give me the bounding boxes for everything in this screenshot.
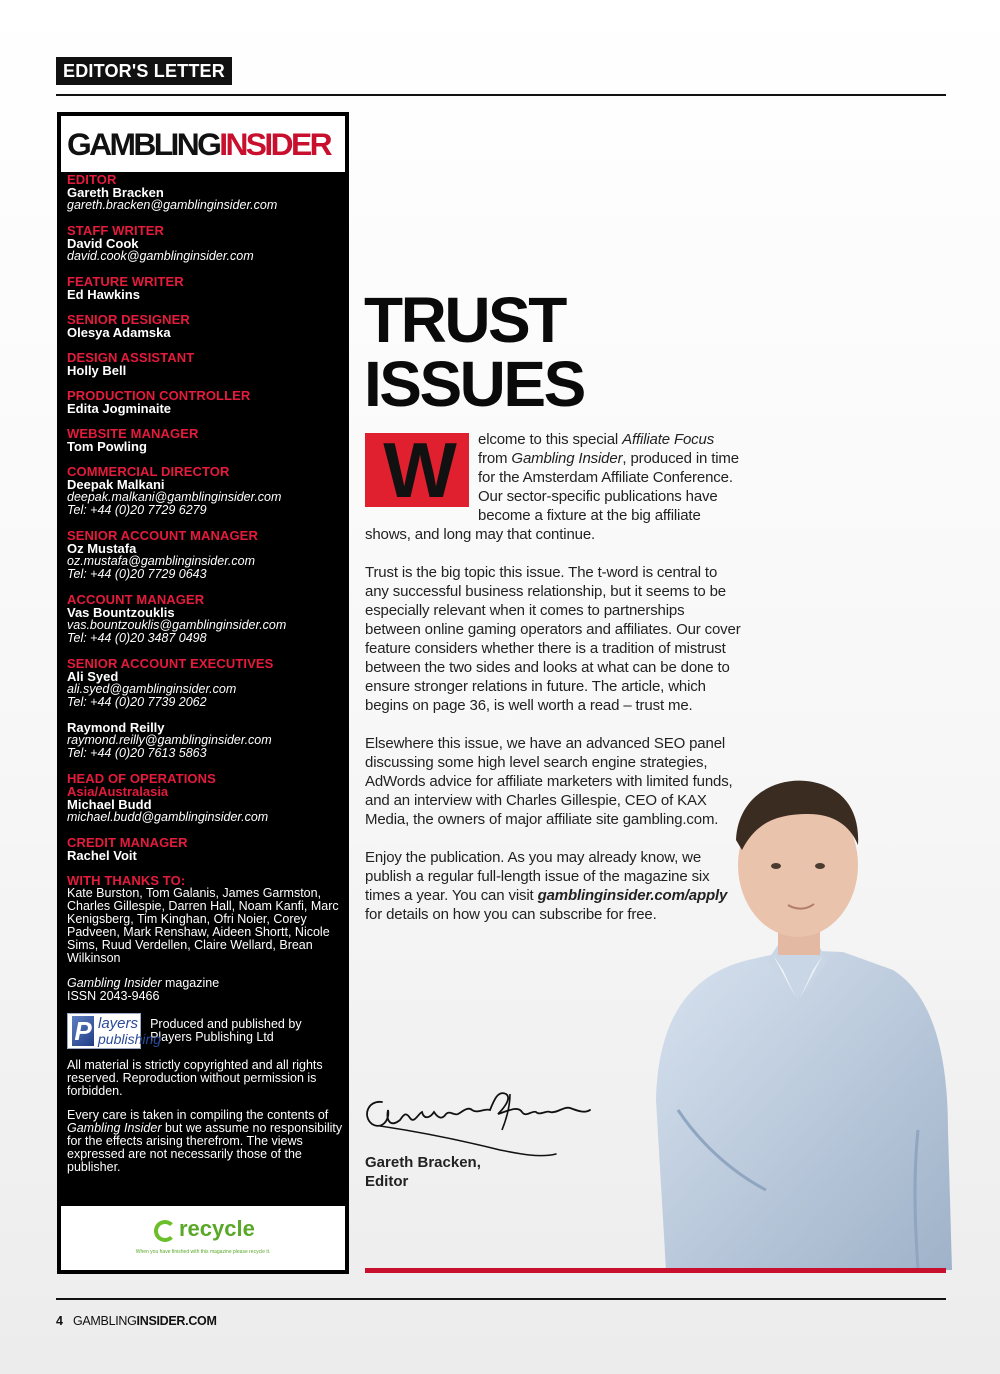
staff-role: FEATURE WRITER <box>67 274 184 289</box>
staff-phone: Tel: +44 (0)20 3487 0498 <box>67 631 207 645</box>
staff-entry <box>67 721 345 760</box>
article-end-rule <box>365 1268 946 1273</box>
staff-email[interactable]: oz.mustafa@gamblinginsider.com <box>67 554 256 568</box>
paragraph-2: Trust is the big topic this issue. The t-word is central to any successful business relationship, but it seems to be especially relevant when it comes to partnerships between online gaming operators and affiliates. Our cover feature considers whether there is a tradition of mistrust between the two sides and looks at what can be done to ensure stronger relations in future. The article, which begins on page 36, is well worth a read – trust me. <box>365 564 741 714</box>
staff-entry <box>67 465 345 517</box>
staff-email[interactable]: raymond.reilly@gamblinginsider.com <box>67 733 272 747</box>
staff-name: Rachel Voit <box>67 848 137 863</box>
drop-cap: W <box>365 433 469 507</box>
staff-role: DESIGN ASSISTANT <box>67 350 195 365</box>
staff-role: CREDIT MANAGER <box>67 835 188 850</box>
headline: TRUST ISSUES <box>364 284 584 420</box>
staff-entry <box>67 224 345 263</box>
page-number: 4 <box>56 1314 63 1328</box>
staff-email[interactable]: michael.budd@gamblinginsider.com <box>67 810 269 824</box>
staff-email[interactable]: ali.syed@gamblinginsider.com <box>67 682 237 696</box>
staff-subrole: Asia/Australasia <box>67 784 169 799</box>
subscribe-link[interactable]: gamblinginsider.com/apply <box>537 887 728 904</box>
staff-role: SENIOR DESIGNER <box>67 312 190 327</box>
staff-role: PRODUCTION CONTROLLER <box>67 388 251 403</box>
masthead-column <box>57 112 349 1274</box>
publisher-text: Produced and published by Players Publishing Ltd <box>150 1017 302 1044</box>
staff-name: Ed Hawkins <box>67 287 140 302</box>
staff-email[interactable]: deepak.malkani@gamblinginsider.com <box>67 490 282 504</box>
disclaimer: Every care is taken in compiling the contents of Gambling Insider but we assume no responsibility for the effects arising therefrom. The views expressed are not necessarily those of the publisher. <box>67 1108 343 1174</box>
recycle-icon <box>154 1220 176 1242</box>
staff-entry <box>67 313 345 339</box>
staff-role: SENIOR ACCOUNT MANAGER <box>67 528 258 543</box>
staff-role: STAFF WRITER <box>67 223 164 238</box>
magazine-logo: GAMBLINGINSIDER <box>61 116 345 172</box>
staff-name: David Cook <box>67 236 139 251</box>
top-rule <box>56 94 946 96</box>
staff-name: Edita Jogminaite <box>67 401 172 416</box>
staff-entry <box>67 427 345 453</box>
staff-entry <box>67 529 345 581</box>
staff-email[interactable]: vas.bountzouklis@gamblinginsider.com <box>67 618 287 632</box>
staff-name: Vas Bountzouklis <box>67 605 175 620</box>
magazine-name: Gambling Insider <box>67 976 162 990</box>
magazine-suffix: magazine <box>161 976 220 990</box>
staff-name: Raymond Reilly <box>67 720 165 735</box>
staff-phone: Tel: +44 (0)20 7729 0643 <box>67 567 207 581</box>
staff-role: WEBSITE MANAGER <box>67 426 199 441</box>
players-publishing-logo: P layers publishing <box>67 1013 141 1049</box>
paragraph-4: Enjoy the publication. As you may already know, we publish a regular full-length issue of the magazine six times a year. You can visit gamblinginsider.com/apply for details on how you can subscribe for free. <box>365 849 728 923</box>
staff-role: HEAD OF OPERATIONS <box>67 771 216 786</box>
staff-entry <box>67 173 345 212</box>
staff-name: Tom Powling <box>67 439 147 454</box>
staff-phone: Tel: +44 (0)20 7739 2062 <box>67 695 207 709</box>
staff-entry <box>67 389 345 415</box>
editor-portrait <box>638 770 958 1270</box>
paragraph-1: W elcome to this special Affiliate Focus from Gambling Insider, produced in time for the Amsterdam Affiliate Conference. Our sector-specific publications have become a fixture at the big affiliate shows, and long may that continue. <box>365 426 739 543</box>
bottom-rule <box>56 1298 946 1300</box>
staff-phone: Tel: +44 (0)20 7613 5863 <box>67 746 207 760</box>
staff-entry <box>67 351 345 377</box>
editor-signature <box>360 1080 595 1160</box>
issn: ISSN 2043-9466 <box>67 989 160 1003</box>
staff-name: Oz Mustafa <box>67 541 137 556</box>
thanks-block <box>67 874 345 965</box>
staff-role: ACCOUNT MANAGER <box>67 592 205 607</box>
staff-list <box>67 173 345 1185</box>
staff-email[interactable]: gareth.bracken@gamblinginsider.com <box>67 198 278 212</box>
staff-name: Michael Budd <box>67 797 152 812</box>
recycle-note: When you have finished with this magazine please recycle it. <box>135 1249 271 1255</box>
thanks-heading: WITH THANKS TO: <box>67 873 186 888</box>
staff-entry <box>67 657 345 709</box>
staff-phone: Tel: +44 (0)20 7729 6279 <box>67 503 207 517</box>
editor-signoff: Gareth Bracken, Editor <box>365 1154 481 1190</box>
staff-name: Gareth Bracken <box>67 185 164 200</box>
section-tag: EDITOR'S LETTER <box>56 57 232 85</box>
staff-name: Holly Bell <box>67 363 127 378</box>
magazine-info <box>67 977 345 1003</box>
thanks-list: Kate Burston, Tom Galanis, James Garmston, Charles Gillespie, Darren Hall, Noam Kanfi, Marc Kenigsberg, Tim Kinghan, Ofri Noier, Corey Padveen, Mark Renshaw, Aideen Shortt, Nicole Sims, Ruud Verdellen, Claire Wellard, Brean Wilkinson <box>67 886 339 965</box>
staff-entry <box>67 772 345 824</box>
paragraph-3: Elsewhere this issue, we have an advanced SEO panel discussing some high level search engine strategies, AdWords advice for affiliate marketers with limited funds, and an interview with Charles Gillespie, CEO of KAX Media, the owners of major affiliate site gambling.com. <box>365 735 733 828</box>
staff-entry <box>67 275 345 301</box>
recycle-label: recycle <box>179 1216 255 1241</box>
page-footer <box>56 1314 217 1328</box>
staff-entry <box>67 836 345 862</box>
footer-site-part2: INSIDER.COM <box>136 1314 217 1328</box>
staff-role: EDITOR <box>67 172 117 187</box>
staff-entry <box>67 593 345 645</box>
staff-name: Deepak Malkani <box>67 477 165 492</box>
staff-name: Olesya Adamska <box>67 325 171 340</box>
staff-role: COMMERCIAL DIRECTOR <box>67 464 230 479</box>
staff-email[interactable]: david.cook@gamblinginsider.com <box>67 249 254 263</box>
publisher-row <box>67 1013 345 1049</box>
staff-name: Ali Syed <box>67 669 119 684</box>
copyright-notice: All material is strictly copyrighted and all rights reserved. Reproduction without permission is forbidden. <box>67 1058 323 1098</box>
footer-site-part1: GAMBLING <box>72 1314 137 1328</box>
staff-role: SENIOR ACCOUNT EXECUTIVES <box>67 656 274 671</box>
recycle-logo <box>61 1206 345 1270</box>
